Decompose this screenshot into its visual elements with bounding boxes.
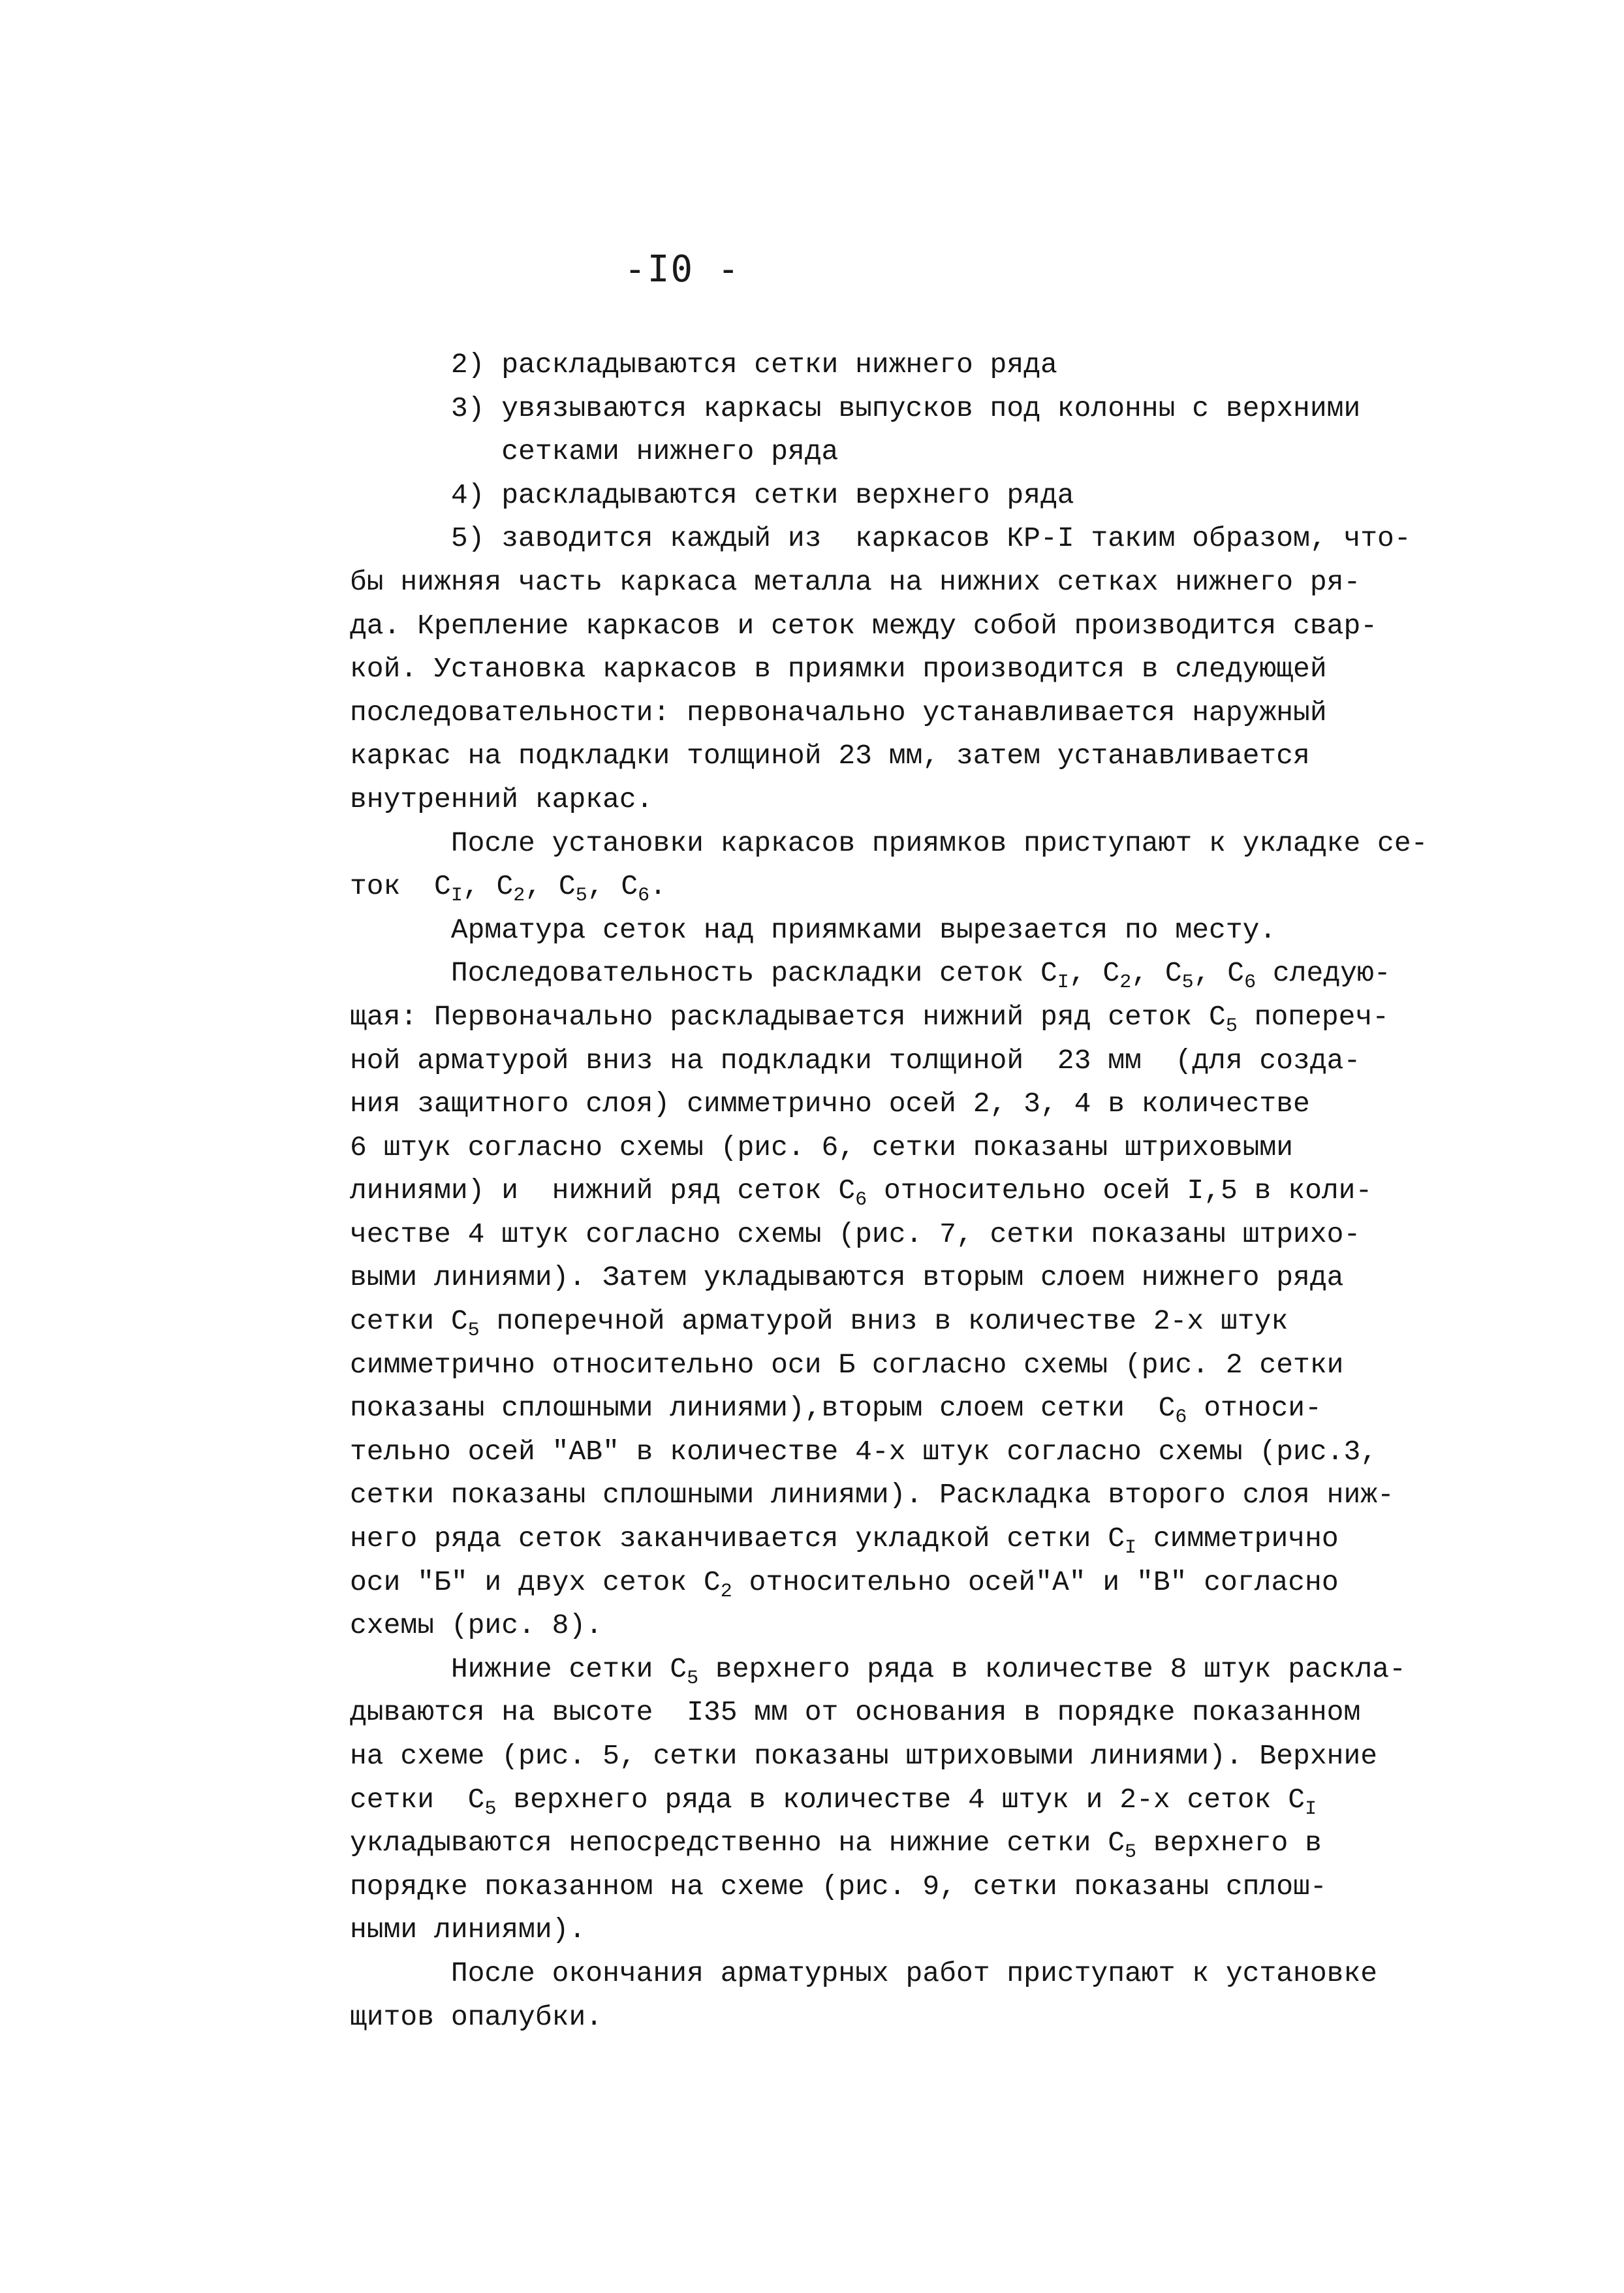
text-line: ными линиями).	[350, 1914, 586, 1946]
text-line: него ряда сеток заканчивается укладкой сетки $C_I$ симметрично	[350, 1523, 1339, 1560]
text-line: честве 4 штук согласно схемы (рис. 7, сетки показаны штрихо-	[350, 1218, 1361, 1250]
text-line: кой. Установка каркасов в приямки производится в следующей	[350, 653, 1327, 686]
text-line: Нижние сетки $C_5$ верхнего ряда в количестве 8 штук раскла-	[350, 1653, 1406, 1690]
text-line: дываются на высоте I35 мм от основания в порядке показанном	[350, 1696, 1361, 1729]
text-line: сетки показаны сплошными линиями). Раскладка второго слоя ниж-	[350, 1479, 1394, 1511]
text-line: линиями) и нижний ряд сеток $C_6$ относительно осей I,5 в коли-	[350, 1175, 1373, 1212]
text-line: порядке показанном на схеме (рис. 9, сетки показаны сплош-	[350, 1870, 1327, 1903]
text-line: 4) раскладываются сетки верхнего ряда	[350, 479, 1074, 511]
text-line: выми линиями). Затем укладываются вторым слоем нижнего ряда	[350, 1261, 1344, 1294]
text-line: показаны сплошными линиями),вторым слоем сетки $C_6$ относи-	[350, 1392, 1322, 1429]
text-line: сетки $C_5$ верхнего ряда в количестве 4 штук и 2-х сеток $C_I$	[350, 1783, 1317, 1820]
text-line: тельно осей "АВ" в количестве 4-х штук согласно схемы (рис.3,	[350, 1435, 1378, 1468]
text-line: схемы (рис. 8).	[350, 1609, 603, 1642]
text-line: щитов опалубки.	[350, 2000, 603, 2033]
text-line: каркас на подкладки толщиной 23 мм, затем устанавливается	[350, 740, 1310, 772]
text-line: бы нижняя часть каркаса металла на нижних сетках нижнего ря-	[350, 565, 1361, 598]
text-line: внутренний каркас.	[350, 783, 653, 815]
text-line: укладываются непосредственно на нижние сетки $C_5$ верхнего в	[350, 1827, 1322, 1864]
text-line: После окончания арматурных работ приступают к установке	[350, 1957, 1378, 1989]
text-line: Последовательность раскладки сеток $C_I$, $C_2$, $C_5$, $C_6$ следую-	[350, 957, 1391, 994]
text-line: симметрично относительно оси Б согласно схемы (рис. 2 сетки	[350, 1348, 1344, 1381]
document-body	[350, 343, 1428, 2039]
text-line: ния защитного слоя) симметрично осей 2, 3, 4 в количестве	[350, 1088, 1310, 1120]
text-line: 6 штук согласно схемы (рис. 6, сетки показаны штриховыми	[350, 1131, 1294, 1163]
text-line: ток $C_I$, $C_2$, $C_5$, $C_6$.	[350, 870, 666, 908]
page-number: -I0 -	[624, 248, 741, 291]
text-line: После установки каркасов приямков приступают к укладке се-	[350, 827, 1428, 859]
text-line: сетки $C_5$ поперечной арматурой вниз в количестве 2-х штук	[350, 1305, 1288, 1342]
text-line: щая: Первоначально раскладывается нижний ряд сеток $C_5$ попереч-	[350, 1000, 1390, 1037]
text-line: да. Крепление каркасов и сеток между собой производится свар-	[350, 609, 1378, 642]
text-line: на схеме (рис. 5, сетки показаны штриховыми линиями). Верхние	[350, 1740, 1378, 1772]
text-line: 3) увязываются каркасы выпусков под колонны с верхними	[350, 392, 1361, 424]
text-line: последовательности: первоначально устанавливается наружный	[350, 696, 1327, 729]
text-line: ной арматурой вниз на подкладки толщиной 23 мм (для созда-	[350, 1044, 1361, 1077]
text-line: оси "Б" и двух сеток $C_2$ относительно осей"А" и "В" согласно	[350, 1566, 1339, 1603]
text-line: Арматура сеток над приямками вырезается по месту.	[350, 913, 1277, 946]
text-line: сетками нижнего ряда	[350, 435, 839, 468]
text-line: 2) раскладываются сетки нижнего ряда	[350, 349, 1057, 381]
text-line: 5) заводится каждый из каркасов КР-I таким образом, что-	[350, 522, 1411, 555]
